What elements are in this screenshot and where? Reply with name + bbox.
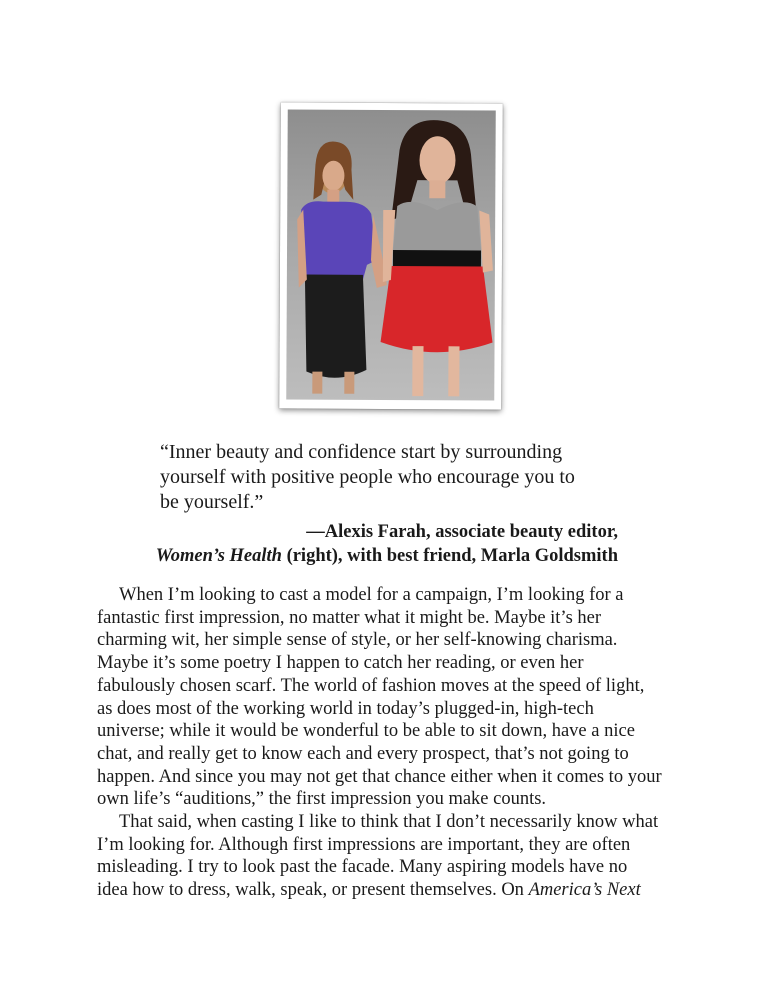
body-line: chat, and really get to know each and every prospect, that’s not going to [97, 743, 629, 764]
quote-attribution [96, 520, 618, 568]
attribution-line-2 [96, 544, 618, 568]
photo-illustration [286, 109, 496, 400]
attribution-line-2-rest: (right), with best friend, Marla Goldsmith [281, 546, 618, 566]
pull-quote [160, 440, 630, 515]
body-line [97, 879, 687, 902]
body-line: own life’s “auditions,” the first impression you make counts. [97, 789, 547, 810]
body-line: as does most of the working world in today’s plugged-in, high-tech [97, 698, 594, 719]
publication-name: Women’s Health [155, 546, 282, 566]
body-line: I’m looking for. Although first impressions are important, they are often [97, 834, 631, 855]
pull-quote-line: yourself with positive people who encourage you to [160, 466, 575, 488]
body-line: fabulously chosen scarf. The world of fashion moves at the speed of light, [97, 675, 645, 696]
body-line: Maybe it’s some poetry I happen to catch her reading, or even her [97, 653, 584, 674]
body-line: That said, when casting I like to think that I don’t necessarily know what [119, 812, 659, 833]
body-line-text: idea how to dress, walk, speak, or present themselves. On [97, 880, 529, 901]
pull-quote-line: be yourself.” [160, 491, 264, 513]
body-line: happen. And since you may not get that chance either when it comes to your [97, 766, 662, 787]
body-text [97, 584, 687, 902]
photo-two-women [286, 109, 496, 400]
body-line: universe; while it would be wonderful to be able to sit down, have a nice [97, 721, 635, 742]
photo-frame [279, 102, 503, 409]
body-line: misleading. I try to look past the facade. Many aspiring models have no [97, 857, 628, 878]
body-line: When I’m looking to cast a model for a campaign, I’m looking for a [119, 585, 624, 605]
body-line: charming wit, her simple sense of style, or her self-knowing charisma. [97, 630, 618, 651]
show-title: America’s Next [528, 880, 641, 901]
pull-quote-line: “Inner beauty and confidence start by surrounding [160, 441, 563, 463]
attribution-line-1: —Alexis Farah, associate beauty editor, [306, 522, 618, 542]
body-line: fantastic first impression, no matter what it might be. Maybe it’s her [97, 607, 602, 628]
